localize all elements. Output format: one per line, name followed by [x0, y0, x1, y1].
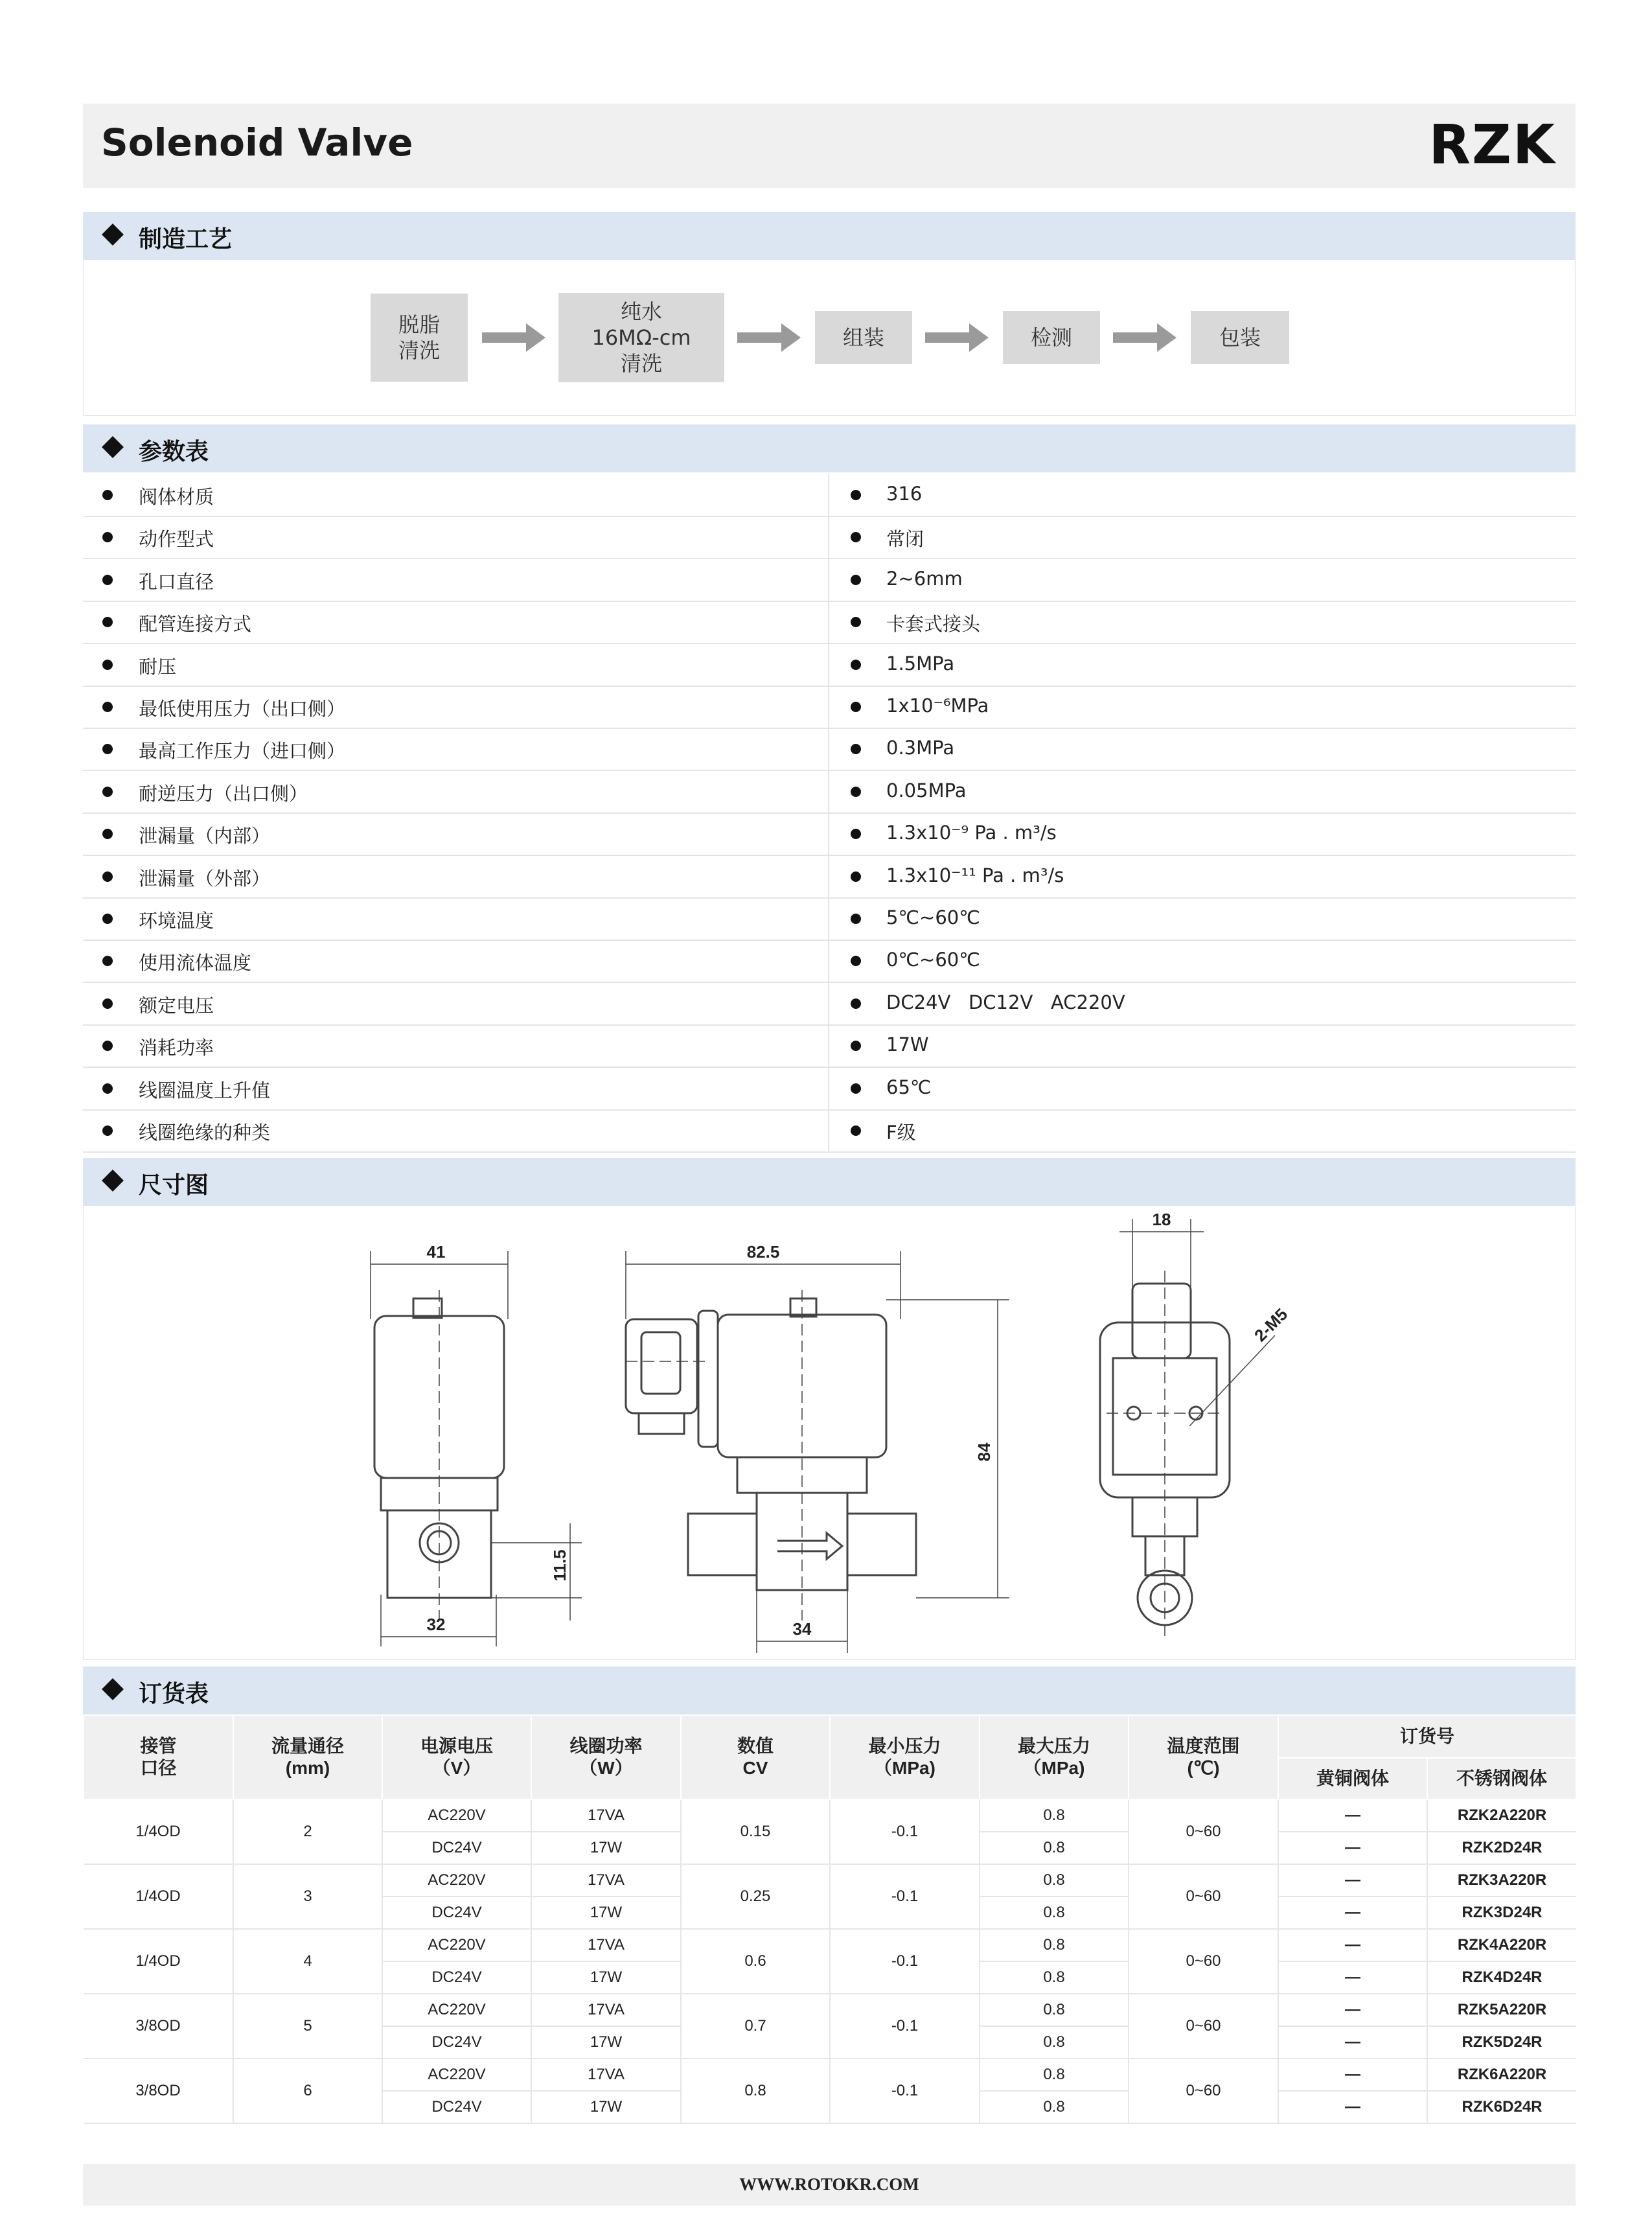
cell-brass: —	[1278, 1897, 1427, 1929]
section-dimensions-header	[83, 1158, 1576, 1206]
bullet-icon	[102, 871, 113, 882]
cell-maxp: 0.8	[980, 2091, 1129, 2123]
cell-steel: RZK2D24R	[1427, 1832, 1576, 1864]
bullet-icon	[102, 1083, 113, 1094]
cell-brass: —	[1278, 1929, 1427, 1961]
arrow-right-icon	[482, 321, 547, 354]
section-title: 订货表	[139, 1681, 209, 1707]
divider	[828, 516, 829, 558]
cell-cv: 0.7	[681, 1994, 830, 2059]
param-row	[83, 559, 1576, 602]
divider	[828, 1067, 829, 1109]
table-row	[84, 1929, 1576, 1961]
col-header-minp: 最小压力 （MPa)	[830, 1715, 980, 1799]
bullet-icon	[102, 575, 113, 585]
cell-cv: 0.8	[681, 2059, 830, 2123]
section-title: 制造工艺	[139, 226, 233, 253]
param-row	[83, 982, 1576, 1026]
diamond-icon	[102, 224, 124, 246]
bullet-icon	[851, 702, 861, 712]
cell-maxp: 0.8	[980, 2026, 1129, 2059]
dim-label: 84	[974, 1442, 994, 1462]
cell-brass: —	[1278, 1864, 1427, 1897]
param-value: 常闭	[886, 528, 924, 551]
bullet-icon	[851, 787, 861, 797]
divider	[828, 728, 829, 770]
cell-minp: -0.1	[830, 1799, 980, 1864]
section-title: 参数表	[139, 439, 209, 465]
cell-brass: —	[1278, 1799, 1427, 1832]
section-params-header	[83, 424, 1576, 472]
param-row	[83, 728, 1576, 771]
cell-temp: 0~60	[1129, 1799, 1278, 1864]
param-row	[83, 1024, 1576, 1068]
dim-label: 82.5	[746, 1242, 780, 1262]
cell-voltage: AC220V	[382, 1994, 531, 2026]
cell-bore: 2	[233, 1799, 382, 1864]
cell-bore: 4	[233, 1929, 382, 1994]
section-title: 尺寸图	[139, 1172, 209, 1199]
param-value: DC24V DC12V AC220V	[886, 991, 1125, 1013]
cell-minp: -0.1	[830, 1864, 980, 1929]
dim-label: 41	[426, 1242, 446, 1262]
bullet-icon	[851, 998, 861, 1009]
param-label: 额定电压	[139, 994, 214, 1017]
divider	[828, 897, 829, 940]
cell-cv: 0.15	[681, 1799, 830, 1864]
bullet-icon	[102, 956, 113, 966]
divider	[828, 1109, 829, 1151]
footer-url: WWW.ROTOKR.COM	[739, 2175, 919, 2194]
divider	[828, 601, 829, 643]
dim-label: 32	[426, 1615, 446, 1634]
col-header-steel: 不锈钢阀体	[1427, 1758, 1576, 1799]
bullet-icon	[102, 660, 113, 670]
bullet-icon	[102, 829, 113, 839]
bullet-icon	[851, 660, 861, 670]
cell-brass: —	[1278, 2091, 1427, 2123]
divider	[828, 1024, 829, 1067]
param-value: 5℃~60℃	[886, 906, 980, 929]
divider	[828, 770, 829, 813]
param-label: 消耗功率	[139, 1037, 214, 1059]
bullet-icon	[851, 490, 861, 500]
param-label: 线圈温度上升值	[139, 1079, 271, 1102]
cell-pipe: 3/8OD	[84, 1994, 233, 2059]
cell-pipe: 3/8OD	[84, 2059, 233, 2123]
cell-power: 17VA	[531, 1929, 681, 1961]
param-row	[83, 1109, 1576, 1153]
param-row	[83, 855, 1576, 899]
col-header-pipe: 接管 口径	[84, 1715, 233, 1799]
param-label: 耐压	[139, 655, 177, 678]
dim-label: 34	[792, 1619, 812, 1639]
param-row	[83, 601, 1576, 644]
diamond-icon	[102, 436, 124, 458]
cell-pipe: 1/4OD	[84, 1929, 233, 1994]
cell-temp: 0~60	[1129, 1864, 1278, 1929]
divider	[828, 982, 829, 1024]
param-value: 1x10⁻⁶MPa	[886, 695, 989, 717]
cell-voltage: DC24V	[382, 2091, 531, 2123]
col-header-brass: 黄铜阀体	[1278, 1758, 1427, 1799]
col-header-temp: 温度范围 (℃)	[1129, 1715, 1278, 1799]
param-row	[83, 1067, 1576, 1111]
bullet-icon	[851, 829, 861, 839]
bullet-icon	[102, 1125, 113, 1136]
param-value: 316	[886, 483, 923, 505]
cell-power: 17VA	[531, 1799, 681, 1832]
param-label: 配管连接方式	[139, 613, 252, 636]
cell-temp: 0~60	[1129, 2059, 1278, 2123]
bullet-icon	[102, 702, 113, 712]
brand-logo: RZK	[1428, 113, 1556, 176]
param-label: 耐逆压力（出口侧）	[139, 782, 308, 805]
bullet-icon	[102, 1041, 113, 1051]
param-row	[83, 516, 1576, 559]
param-label: 阀体材质	[139, 486, 214, 508]
param-value: 卡套式接头	[886, 613, 981, 636]
process-step-purewater: 纯水 16MΩ-cm 清洗	[558, 293, 724, 382]
cell-voltage: AC220V	[382, 1864, 531, 1897]
divider	[828, 940, 829, 982]
cell-brass: —	[1278, 1994, 1427, 2026]
table-row	[84, 1994, 1576, 2026]
section-order-header	[83, 1667, 1576, 1714]
cell-power: 17VA	[531, 1864, 681, 1897]
cell-power: 17W	[531, 2091, 681, 2123]
param-label: 泄漏量（外部）	[139, 867, 271, 890]
cell-maxp: 0.8	[980, 1832, 1129, 1864]
cell-power: 17W	[531, 1897, 681, 1929]
param-value: 2~6mm	[886, 567, 963, 590]
arrow-right-icon	[925, 321, 990, 354]
diamond-icon	[102, 1678, 124, 1700]
dimension-drawing	[83, 1206, 1576, 1659]
bullet-icon	[851, 617, 861, 627]
param-value: 1.3x10⁻¹¹ Pa . m³/s	[886, 864, 1064, 886]
cell-steel: RZK3A220R	[1427, 1864, 1576, 1897]
cell-steel: RZK4A220R	[1427, 1929, 1576, 1961]
bullet-icon	[102, 914, 113, 924]
section-process-header	[83, 212, 1576, 260]
cell-steel: RZK4D24R	[1427, 1961, 1576, 1994]
cell-bore: 5	[233, 1994, 382, 2059]
col-header-cv: 数值 CV	[681, 1715, 830, 1799]
col-header-power: 线圈功率 （W）	[531, 1715, 681, 1799]
arrow-right-icon	[1113, 321, 1178, 354]
cell-steel: RZK5A220R	[1427, 1994, 1576, 2026]
cell-pipe: 1/4OD	[84, 1864, 233, 1929]
cell-minp: -0.1	[830, 1929, 980, 1994]
dim-label: 11.5	[550, 1549, 569, 1582]
bullet-icon	[851, 871, 861, 882]
param-label: 最低使用压力（出口侧）	[139, 698, 346, 720]
cell-maxp: 0.8	[980, 1929, 1129, 1961]
cell-brass: —	[1278, 1961, 1427, 1994]
process-step-package: 包装	[1191, 311, 1289, 364]
cell-power: 17VA	[531, 2059, 681, 2091]
param-label: 最高工作压力（进口侧）	[139, 740, 346, 763]
cell-maxp: 0.8	[980, 1994, 1129, 2026]
cell-maxp: 0.8	[980, 2059, 1129, 2091]
col-header-voltage: 电源电压 （V）	[382, 1715, 531, 1799]
param-value: F级	[886, 1122, 916, 1144]
cell-cv: 0.25	[681, 1864, 830, 1929]
bullet-icon	[851, 532, 861, 542]
cell-pipe: 1/4OD	[84, 1799, 233, 1864]
cell-temp: 0~60	[1129, 1929, 1278, 1994]
bullet-icon	[851, 956, 861, 966]
table-row	[84, 1799, 1576, 1832]
cell-brass: —	[1278, 2026, 1427, 2059]
bullet-icon	[851, 1041, 861, 1051]
cell-voltage: DC24V	[382, 2026, 531, 2059]
bullet-icon	[851, 1125, 861, 1136]
param-label: 孔口直径	[139, 570, 214, 593]
cell-power: 17W	[531, 1961, 681, 1994]
page-title: Solenoid Valve	[101, 121, 413, 165]
cell-maxp: 0.8	[980, 1961, 1129, 1994]
cell-power: 17W	[531, 2026, 681, 2059]
process-step-inspect: 检测	[1003, 311, 1100, 364]
cell-voltage: AC220V	[382, 1799, 531, 1832]
cell-maxp: 0.8	[980, 1897, 1129, 1929]
param-label: 泄漏量（内部）	[139, 825, 271, 848]
cell-steel: RZK2A220R	[1427, 1799, 1576, 1832]
param-row	[83, 643, 1576, 687]
cell-cv: 0.6	[681, 1929, 830, 1994]
diamond-icon	[102, 1170, 124, 1192]
param-label: 线圈绝缘的种类	[139, 1122, 271, 1144]
param-value: 17W	[886, 1033, 929, 1056]
table-row	[84, 1864, 1576, 1897]
param-value: 0.3MPa	[886, 737, 955, 759]
col-header-maxp: 最大压力 （MPa)	[980, 1715, 1129, 1799]
cell-voltage: DC24V	[382, 1897, 531, 1929]
cell-voltage: AC220V	[382, 1929, 531, 1961]
bullet-icon	[851, 1083, 861, 1094]
bullet-icon	[851, 914, 861, 924]
param-value: 1.3x10⁻⁹ Pa . m³/s	[886, 822, 1057, 844]
connector-top	[1132, 1284, 1191, 1358]
dim-label: 18	[1152, 1210, 1171, 1229]
cell-brass: —	[1278, 1832, 1427, 1864]
bullet-icon	[102, 787, 113, 797]
bullet-icon	[102, 998, 113, 1009]
col-header-bore: 流量通径 (mm)	[233, 1715, 382, 1799]
cell-steel: RZK5D24R	[1427, 2026, 1576, 2059]
param-value: 65℃	[886, 1076, 932, 1098]
divider	[828, 855, 829, 897]
param-row	[83, 770, 1576, 814]
cell-minp: -0.1	[830, 1994, 980, 2059]
param-row	[83, 940, 1576, 983]
page-footer	[83, 2164, 1576, 2206]
param-row	[83, 686, 1576, 729]
divider	[828, 813, 829, 855]
cell-voltage: DC24V	[382, 1832, 531, 1864]
cell-maxp: 0.8	[980, 1799, 1129, 1832]
bullet-icon	[102, 532, 113, 542]
divider	[828, 686, 829, 728]
cell-brass: —	[1278, 2059, 1427, 2091]
dim-label: 2-M5	[1250, 1304, 1292, 1346]
param-value: 0.05MPa	[886, 779, 967, 802]
divider	[828, 559, 829, 601]
param-value: 1.5MPa	[886, 652, 955, 675]
cell-bore: 6	[233, 2059, 382, 2123]
cell-bore: 3	[233, 1864, 382, 1929]
cell-power: 17VA	[531, 1994, 681, 2026]
order-table	[83, 1714, 1577, 2124]
param-label: 环境温度	[139, 910, 214, 932]
param-label: 动作型式	[139, 528, 214, 551]
cell-voltage: AC220V	[382, 2059, 531, 2091]
divider	[828, 474, 829, 516]
cell-temp: 0~60	[1129, 1994, 1278, 2059]
bullet-icon	[851, 744, 861, 754]
param-value: 0℃~60℃	[886, 949, 980, 971]
cell-maxp: 0.8	[980, 1864, 1129, 1897]
cell-minp: -0.1	[830, 2059, 980, 2123]
bullet-icon	[851, 575, 861, 585]
param-row	[83, 474, 1576, 517]
col-header-order-no: 订货号	[1278, 1715, 1576, 1758]
bullet-icon	[102, 744, 113, 754]
bullet-icon	[102, 490, 113, 500]
param-label: 使用流体温度	[139, 952, 252, 975]
page-header	[83, 104, 1576, 188]
cell-voltage: DC24V	[382, 1961, 531, 1994]
connector-box	[626, 1319, 697, 1413]
cell-steel: RZK6D24R	[1427, 2091, 1576, 2123]
cell-power: 17W	[531, 1832, 681, 1864]
arrow-right-icon	[737, 321, 802, 354]
process-step-degrease: 脱脂 清洗	[371, 294, 468, 382]
param-row	[83, 813, 1576, 856]
divider	[828, 643, 829, 686]
cell-steel: RZK3D24R	[1427, 1897, 1576, 1929]
process-step-assemble: 组装	[815, 311, 912, 364]
cell-steel: RZK6A220R	[1427, 2059, 1576, 2091]
table-row	[84, 2059, 1576, 2091]
bullet-icon	[102, 617, 113, 627]
param-row	[83, 897, 1576, 941]
